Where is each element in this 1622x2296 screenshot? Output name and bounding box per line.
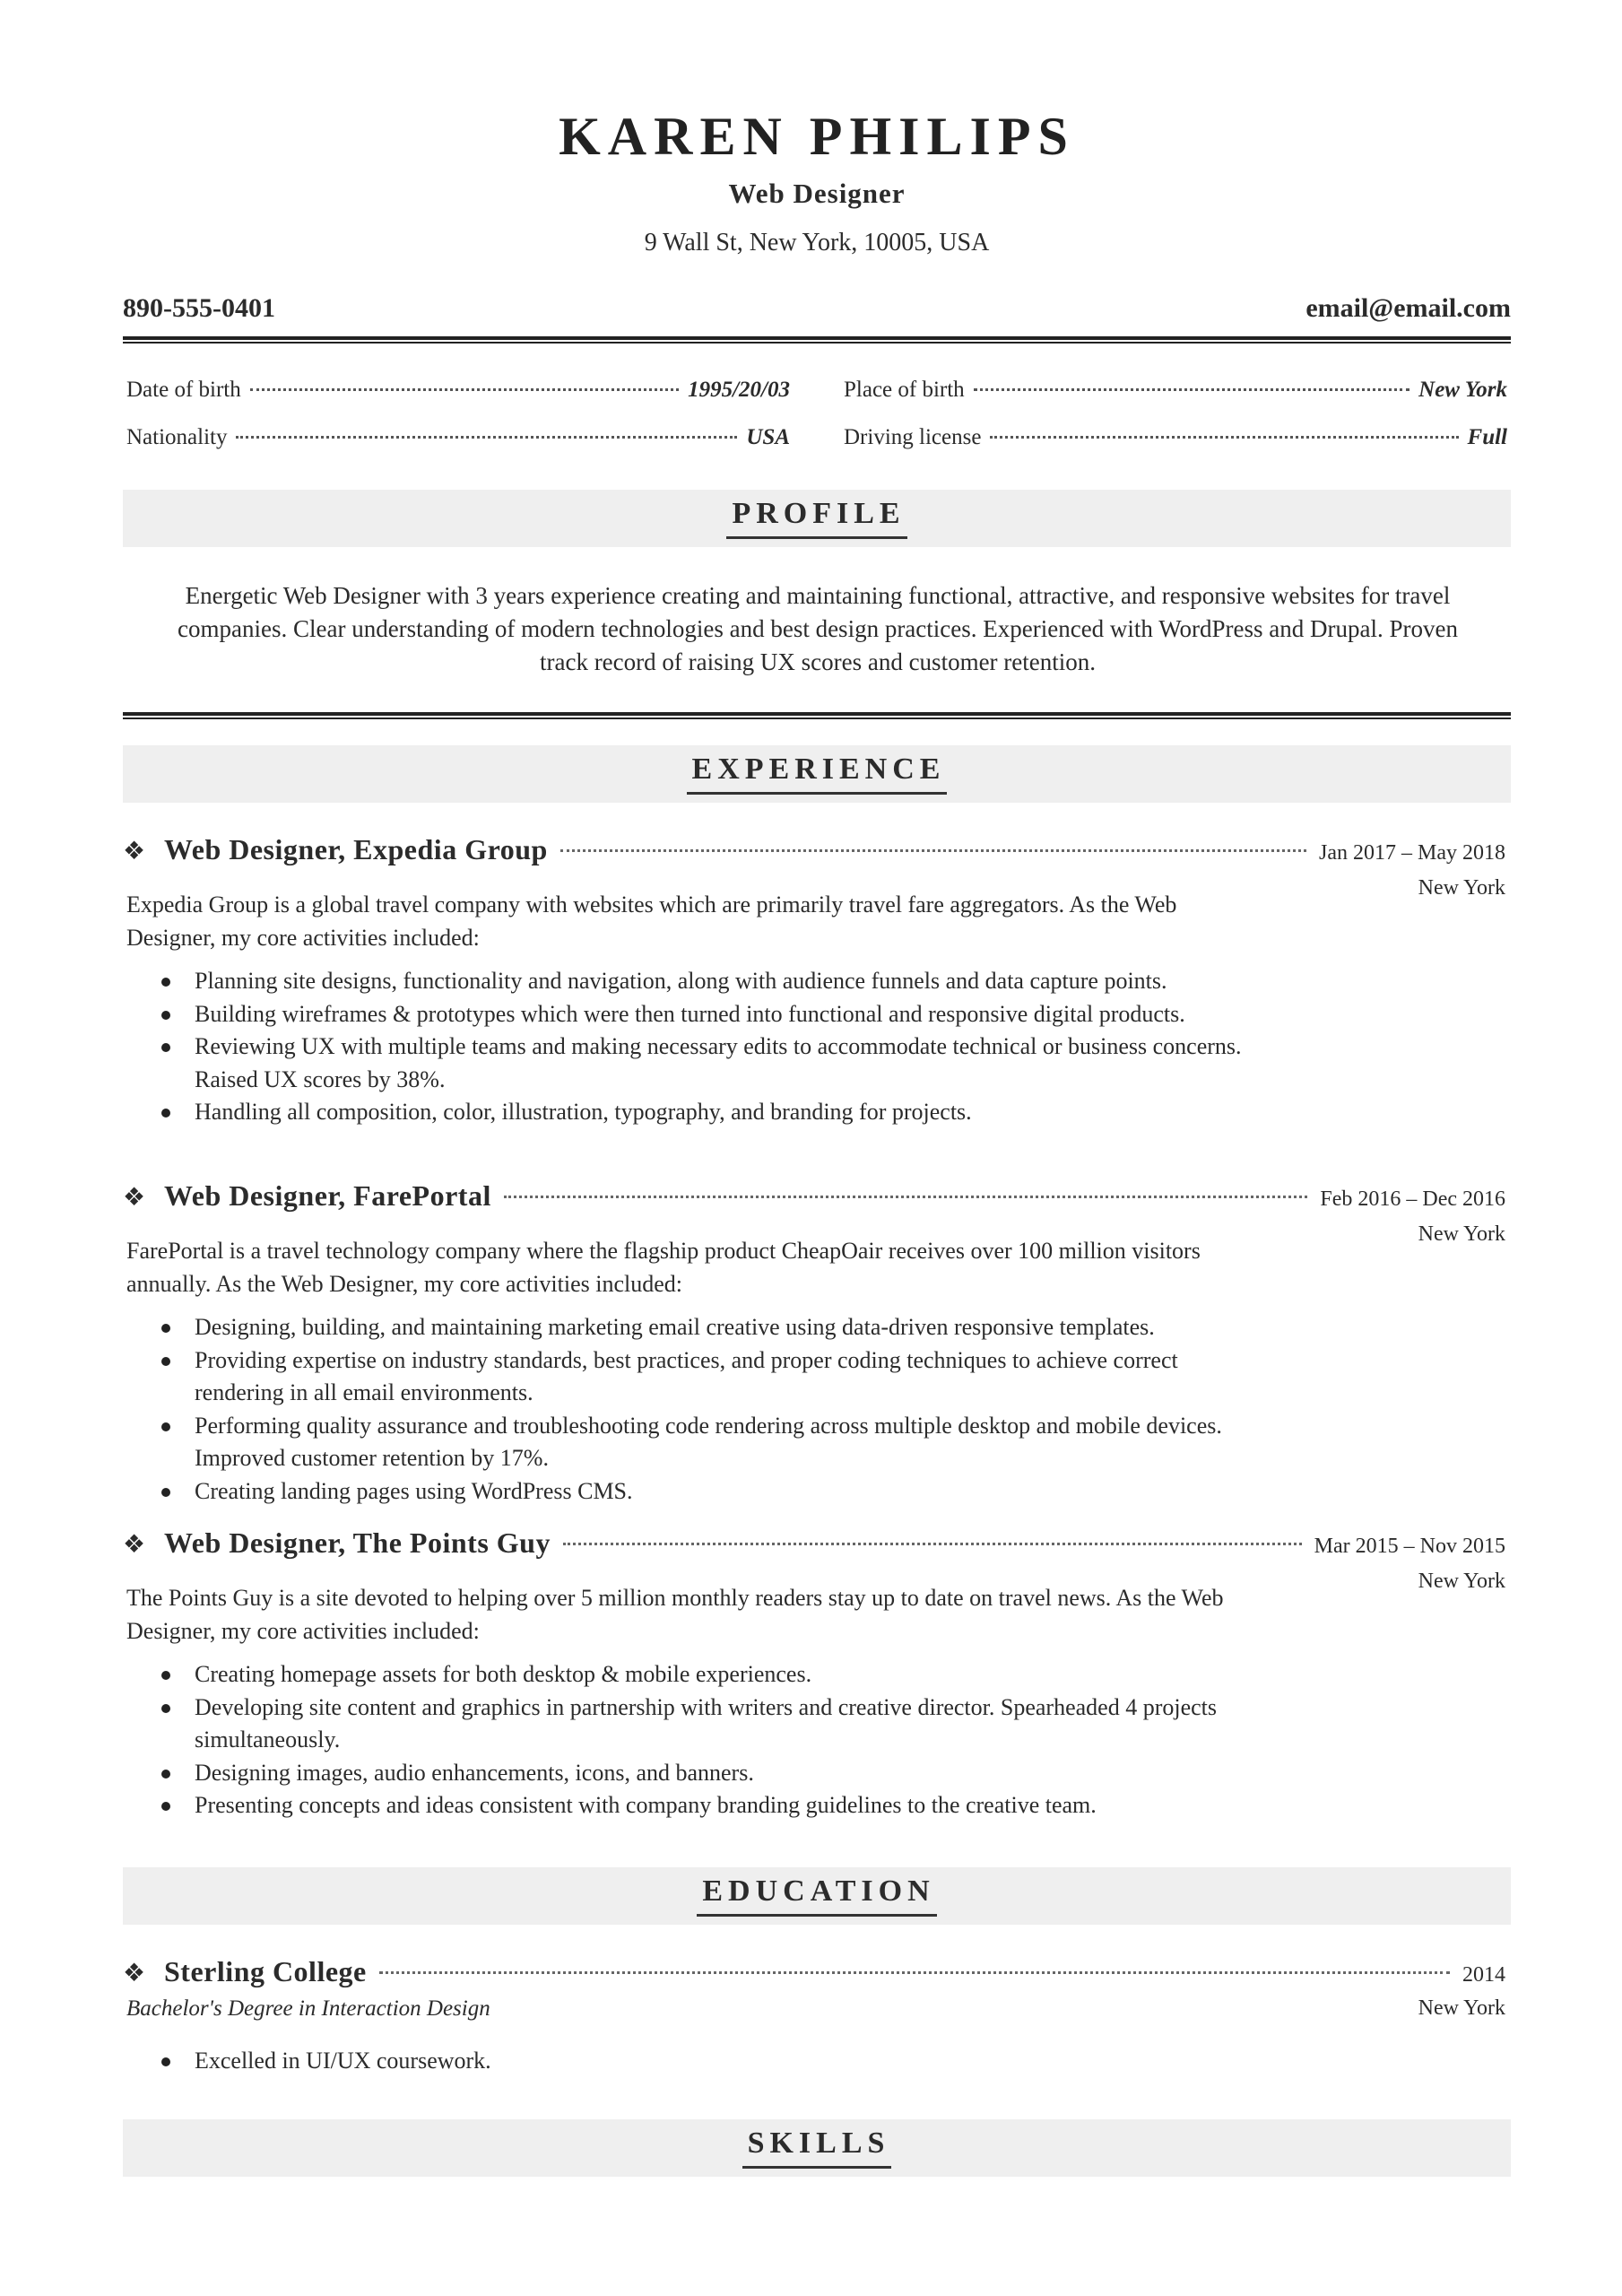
job-title-employer: Web Designer, FarePortal (164, 1179, 491, 1212)
list-item: Presenting concepts and ideas consistent with company branding guidelines to the creative team. (195, 1789, 1271, 1822)
license-label: Driving license (844, 425, 982, 449)
job-bullets (195, 965, 1271, 1129)
profile-summary: Energetic Web Designer with 3 years experience creating and maintaining functional, attractive, and responsive websites for travel companies. Clear understanding of modern technologies and best design practices. Experienced with WordPress and Drupal. Proven track record of raising UX scores and customer retention. (178, 582, 1458, 675)
job-title-employer: Web Designer, Expedia Group (164, 833, 548, 865)
diamond-cluster-icon: ❖ (123, 1960, 146, 1987)
address: 9 Wall St, New York, 10005, USA (644, 229, 990, 257)
job-entry-header (123, 1179, 1511, 1219)
job-description: The Points Guy is a site devoted to helping over 5 million monthly readers stay up to date on travel news. As the Web Designer, my core activities included: (126, 1585, 1224, 1644)
list-item: Reviewing UX with multiple teams and making necessary edits to accommodate technical or business concerns. Raised UX scores by 38%. (195, 1031, 1271, 1096)
diamond-cluster-icon: ❖ (123, 1531, 146, 1559)
job-description: FarePortal is a travel technology company where the flagship product CheapOair receives over 100 million visitors annually. As the Web Designer, my core activities included: (126, 1238, 1201, 1297)
nationality-label: Nationality (126, 425, 228, 449)
list-item: Handling all composition, color, illustration, typography, and branding for projects. (195, 1096, 1271, 1129)
header-divider (123, 336, 1511, 344)
job-dates: Mar 2015 – Nov 2015 (1314, 1535, 1505, 1558)
leader-dots (504, 1196, 1308, 1198)
job-location: New York (1418, 1222, 1505, 1246)
leader-dots (236, 436, 737, 439)
pob-label: Place of birth (844, 378, 965, 402)
job-dates: Feb 2016 – Dec 2016 (1320, 1187, 1505, 1211)
education-location: New York (1418, 1996, 1505, 2020)
job-location: New York (1418, 876, 1505, 900)
list-item: Planning site designs, functionality and navigation, along with audience funnels and data capture points. (195, 965, 1271, 998)
nationality-value: USA (746, 425, 790, 449)
dob-label: Date of birth (126, 378, 241, 402)
diamond-cluster-icon: ❖ (123, 838, 146, 865)
graduation-year: 2014 (1462, 1963, 1505, 1987)
dob-value: 1995/20/03 (688, 378, 790, 402)
leader-dots (974, 388, 1409, 391)
job-title: Web Designer (728, 178, 906, 209)
list-item: Creating homepage assets for both desktop & mobile experiences. (195, 1658, 1271, 1692)
education-section-title: EDUCATION (123, 1867, 1511, 1917)
job-dates: Jan 2017 – May 2018 (1319, 841, 1505, 865)
list-item: Designing, building, and maintaining marketing email creative using data-driven responsive templates. (195, 1311, 1271, 1344)
degree-name: Bachelor's Degree in Interaction Design (126, 1996, 490, 2021)
info-nationality (126, 425, 790, 456)
leader-dots (563, 1543, 1302, 1545)
info-dob (126, 378, 790, 408)
experience-section-title: EXPERIENCE (123, 745, 1511, 795)
profile-divider (123, 712, 1511, 719)
job-bullets (195, 1311, 1271, 1508)
candidate-name: KAREN PHILIPS (559, 107, 1075, 166)
leader-dots (990, 436, 1458, 439)
diamond-cluster-icon: ❖ (123, 1184, 146, 1212)
job-entry-header (123, 1526, 1511, 1566)
job-location: New York (1418, 1570, 1505, 1593)
phone-number: 890-555-0401 (123, 293, 275, 323)
job-bullets (195, 1658, 1271, 1822)
job-title-employer: Web Designer, The Points Guy (164, 1526, 551, 1559)
pob-value: New York (1418, 378, 1507, 402)
skills-section-title: SKILLS (123, 2119, 1511, 2169)
leader-dots (379, 1971, 1450, 1974)
job-description: Expedia Group is a global travel company with websites which are primarily travel fare aggregators. As the Web Designer, my core activities included: (126, 891, 1177, 951)
list-item: Developing site content and graphics in partnership with writers and creative director. Spearheaded 4 projects simultaneously. (195, 1692, 1271, 1757)
education-entry-header (123, 1955, 1511, 1995)
list-item: Designing images, audio enhancements, icons, and banners. (195, 1757, 1271, 1790)
list-item: Providing expertise on industry standards, best practices, and proper coding techniques to achieve correct rendering in all email environments. (195, 1344, 1271, 1410)
leader-dots (250, 388, 679, 391)
profile-section-title: PROFILE (123, 490, 1511, 539)
email-address: email@email.com (1305, 293, 1511, 323)
education-bullets (195, 2045, 1271, 2078)
list-item: Building wireframes & prototypes which were then turned into functional and responsive digital products. (195, 998, 1271, 1031)
info-license (844, 425, 1507, 456)
list-item: Excelled in UI/UX coursework. (195, 2045, 1271, 2078)
school-name: Sterling College (164, 1955, 367, 1987)
info-pob (844, 378, 1507, 408)
leader-dots (560, 849, 1306, 852)
list-item: Creating landing pages using WordPress CMS. (195, 1475, 1271, 1509)
list-item: Performing quality assurance and troubleshooting code rendering across multiple desktop and mobile devices. Improved customer retention by 17%. (195, 1410, 1271, 1475)
job-entry-header (123, 833, 1511, 873)
license-value: Full (1467, 425, 1507, 449)
